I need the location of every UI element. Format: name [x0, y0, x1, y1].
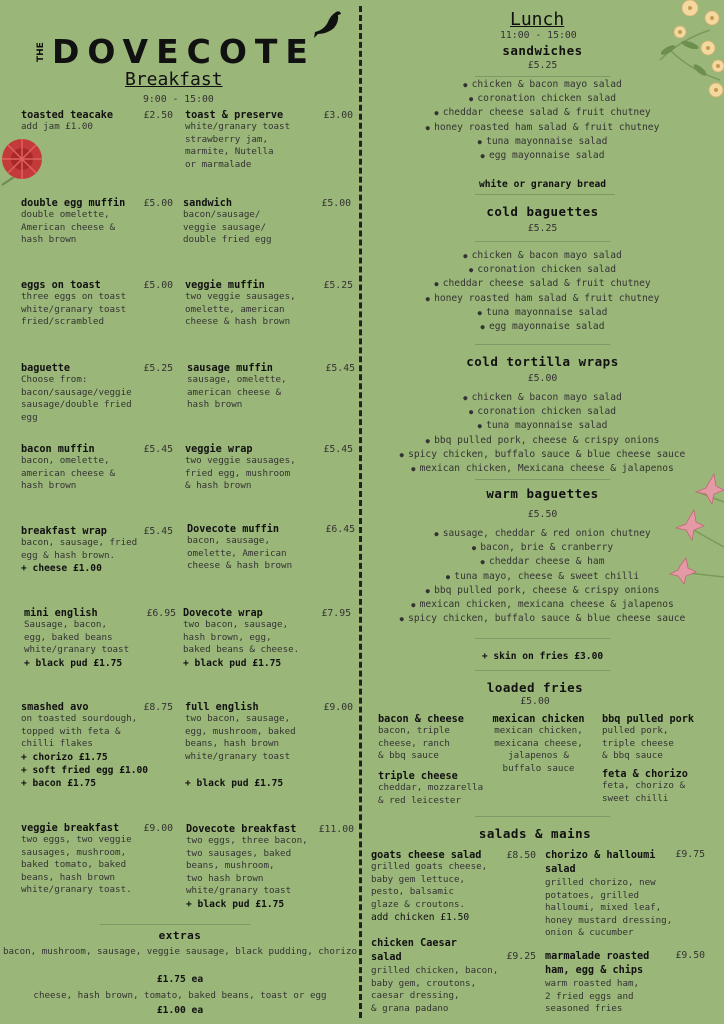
- list-item: ● chicken & bacon mayo salad: [365, 391, 720, 405]
- list-item: ● tuna mayo, cheese & sweet chilli: [365, 570, 720, 584]
- item-description: double omelette, American cheese & hash brown: [21, 209, 116, 246]
- salad-chicken-caesar: chicken Caesar salad £9.25 grilled chicken, bacon, baby gem, croutons, caesar dressing, & grana padano: [371, 938, 536, 1014]
- item-extra: + black pud £1.75: [183, 657, 282, 669]
- item-price: £5.45: [143, 526, 173, 537]
- item-name: baguette: [21, 363, 71, 374]
- item-price: £11.00: [318, 824, 354, 835]
- item-extra: + bacon £1.75: [21, 777, 97, 789]
- cold-baguettes-title: cold baguettes: [486, 204, 599, 219]
- item-price: £5.25: [323, 280, 353, 291]
- breakfast-item: [185, 280, 353, 329]
- breakfast-item: [21, 363, 173, 424]
- breakfast-item: [21, 526, 173, 575]
- list-item: ● spicy chicken, buffalo sauce & blue cheese sauce: [365, 612, 720, 626]
- item-name: smashed avo: [21, 702, 89, 713]
- item-price: £8.75: [143, 702, 173, 713]
- warm-baguettes-price: £5.50: [527, 509, 558, 520]
- item-price: £5.00: [143, 198, 173, 209]
- item-description: two bacon, sausage, egg, mushroom, baked beans, hash brown white/granary toast: [185, 713, 296, 762]
- breakfast-item: [185, 110, 353, 171]
- column-divider: [359, 6, 362, 1018]
- item-description: bacon/sausage/ veggie sausage/ double fried egg: [183, 209, 272, 246]
- item-description: two veggie sausages, omelette, american cheese & hash brown: [185, 291, 296, 328]
- item-name: sausage muffin: [187, 363, 273, 374]
- item-name: sandwich: [183, 198, 233, 209]
- item-name: Dovecote breakfast: [186, 824, 297, 835]
- item-name: double egg muffin: [21, 198, 126, 209]
- list-item: ● egg mayonnaise salad: [365, 149, 720, 163]
- item-price: £5.45: [323, 444, 353, 455]
- lunch-title: Lunch: [510, 9, 565, 30]
- fries-item-5: feta & chorizo feta, chorizo & sweet chilli: [602, 769, 688, 804]
- item-description: three eggs on toast white/granary toast fried/scrambled: [21, 291, 127, 328]
- extras-title: extras: [158, 929, 202, 942]
- breakfast-item: [187, 363, 355, 412]
- item-name: Dovecote wrap: [183, 608, 263, 619]
- item-extra: + black pud £1.75: [186, 898, 285, 910]
- item-extra: + black pud £1.75: [24, 657, 123, 669]
- item-price: £6.95: [146, 608, 176, 619]
- item-description: bacon, omelette, american cheese & hash brown: [21, 455, 116, 492]
- list-item: ● sausage, cheddar & red onion chutney: [365, 527, 720, 541]
- sandwiches-list: [365, 78, 720, 163]
- list-item: ● tuna mayonnaise salad: [365, 306, 720, 320]
- breakfast-item: [21, 444, 173, 493]
- lunch-hours: 11:00 - 15:00: [500, 30, 577, 41]
- item-description: bacon, sausage, omelette, American cheese & hash brown: [187, 535, 293, 572]
- brand-the: THE: [36, 42, 46, 62]
- item-description: two veggie sausages, fried egg, mushroom & hash brown: [185, 455, 296, 492]
- loaded-fries-price: £5.00: [520, 696, 550, 707]
- item-price: £6.45: [325, 524, 355, 535]
- list-item: ● cheddar cheese salad & fruit chutney: [365, 277, 720, 291]
- item-description: on toasted sourdough, topped with feta & chilli flakes: [21, 713, 138, 750]
- item-price: £9.00: [143, 823, 173, 834]
- item-name: breakfast wrap: [21, 526, 107, 537]
- breakfast-item: [21, 110, 173, 134]
- item-name: bacon muffin: [21, 444, 95, 455]
- red-flower-icon: [0, 125, 50, 195]
- fries-item-2: mexican chicken mexican chicken, mexicana cheese, jalapenos & buffalo sauce: [492, 714, 585, 774]
- item-description: two eggs, three bacon, two sausages, baked beans, mushroom, two hash brown white/granary toast: [186, 835, 308, 897]
- salads-title: salads & mains: [478, 826, 592, 841]
- list-item: ● bbq pulled pork, cheese & crispy onions: [365, 434, 720, 448]
- brand-logo: DOVECOTE: [52, 32, 316, 71]
- list-item: ● coronation chicken salad: [365, 405, 720, 419]
- item-name: veggie wrap: [185, 444, 253, 455]
- item-extra: + chorizo £1.75: [21, 751, 108, 763]
- list-item: ● mexican chicken, Mexicana cheese & jalapenos: [365, 462, 720, 476]
- warm-baguettes-list: [365, 527, 720, 626]
- breakfast-item: [185, 702, 353, 790]
- item-name: veggie muffin: [185, 280, 265, 291]
- extras-line-2: cheese, hash brown, tomato, baked beans, toast or egg: [33, 990, 327, 1001]
- item-extra: + cheese £1.00: [21, 563, 102, 575]
- fries-item-1: bacon & cheese bacon, triple cheese, ranch & bbq sauce: [378, 714, 464, 762]
- item-name: veggie breakfast: [21, 823, 120, 834]
- item-description: two eggs, two veggie sausages, mushroom, baked tomato, baked beans, hash brown white/granary toast.: [21, 834, 132, 896]
- list-item: ● tuna mayonnaise salad: [365, 419, 720, 433]
- item-price: £9.00: [323, 702, 353, 713]
- list-item: ● bbq pulled pork, cheese & crispy onions: [365, 584, 720, 598]
- breakfast-hours: 9:00 - 15:00: [143, 94, 214, 105]
- extras-price-1: £1.75 ea: [156, 974, 204, 985]
- item-description: bacon, sausage, fried egg & hash brown.: [21, 537, 138, 561]
- item-price: £5.45: [325, 363, 355, 374]
- cold-baguettes-list: [365, 249, 720, 334]
- fries-addon-note: + skin on fries £3.00: [481, 651, 604, 662]
- list-item: ● cheddar cheese & ham: [365, 555, 720, 569]
- sandwiches-note: white or granary bread: [478, 179, 607, 190]
- item-price: £5.00: [143, 280, 173, 291]
- breakfast-item: [185, 444, 353, 493]
- item-extra: + black pud £1.75: [185, 778, 284, 790]
- main-marmalade-ham: marmalade roasted ham, egg & chips £9.50 warm roasted ham, 2 fried eggs and seasoned fries: [545, 950, 705, 1015]
- item-price: £3.00: [323, 110, 353, 121]
- wraps-title: cold tortilla wraps: [466, 354, 619, 369]
- list-item: ● spicy chicken, buffalo sauce & blue cheese sauce: [365, 448, 720, 462]
- breakfast-item: [21, 702, 173, 790]
- loaded-fries-title: loaded fries: [486, 680, 584, 695]
- item-name: toasted teacake: [21, 110, 114, 121]
- list-item: ● egg mayonnaise salad: [365, 320, 720, 334]
- item-name: mini english: [24, 608, 98, 619]
- sandwiches-title: sandwiches: [502, 43, 583, 58]
- list-item: ● cheddar cheese salad & fruit chutney: [365, 106, 720, 120]
- item-price: £5.45: [143, 444, 173, 455]
- extras-line-1: bacon, mushroom, sausage, veggie sausage, black pudding, chorizo: [2, 946, 357, 957]
- item-description: white/granary toast strawberry jam, marmite, Nutella or marmalade: [185, 121, 291, 170]
- item-extra: + soft fried egg £1.00: [21, 764, 149, 776]
- item-price: £7.95: [321, 608, 351, 619]
- item-description: two bacon, sausage, hash brown, egg, baked beans & cheese.: [183, 619, 300, 656]
- breakfast-item: [183, 198, 351, 247]
- wraps-price: £5.00: [527, 373, 558, 384]
- list-item: ● chicken & bacon mayo salad: [365, 78, 720, 92]
- list-item: ● tuna mayonnaise salad: [365, 135, 720, 149]
- breakfast-item: [21, 823, 173, 897]
- item-description: Sausage, bacon, egg, baked beans white/granary toast: [24, 619, 130, 656]
- list-item: ● bacon, brie & cranberry: [365, 541, 720, 555]
- extras-price-2: £1.00 ea: [156, 1005, 204, 1016]
- breakfast-item: [21, 280, 173, 329]
- wraps-list: [365, 391, 720, 476]
- fries-item-3: bbq pulled pork pulled pork, triple cheese & bbq sauce: [602, 714, 695, 762]
- item-price: £2.50: [143, 110, 173, 121]
- breakfast-item: [187, 524, 355, 573]
- list-item: ● coronation chicken salad: [365, 263, 720, 277]
- item-name: Dovecote muffin: [187, 524, 280, 535]
- item-name: toast & preserve: [185, 110, 284, 121]
- warm-baguettes-title: warm baguettes: [486, 486, 599, 501]
- list-item: ● honey roasted ham salad & fruit chutney: [365, 121, 720, 135]
- item-description: sausage, omelette, american cheese & hash brown: [187, 374, 287, 411]
- sandwiches-price: £5.25: [527, 60, 558, 71]
- dove-icon: [312, 8, 342, 38]
- breakfast-item: [186, 824, 354, 911]
- item-price: £5.25: [143, 363, 173, 374]
- item-description: Choose from: bacon/sausage/veggie sausage/double fried egg: [21, 374, 132, 423]
- item-description: add jam £1.00: [21, 121, 93, 132]
- list-item: ● coronation chicken salad: [365, 92, 720, 106]
- breakfast-item: [21, 198, 173, 247]
- list-item: ● chicken & bacon mayo salad: [365, 249, 720, 263]
- salad-chorizo-halloumi: chorizo & halloumi salad £9.75 grilled chorizo, new potatoes, grilled halloumi, mixed leaf, honey mustard dressing, onion & cucumber: [545, 849, 705, 939]
- cold-baguettes-price: £5.25: [527, 223, 558, 234]
- list-item: ● mexican chicken, mexicana cheese & jalapenos: [365, 598, 720, 612]
- item-price: £5.00: [321, 198, 351, 209]
- list-item: ● honey roasted ham salad & fruit chutney: [365, 292, 720, 306]
- breakfast-title: Breakfast: [125, 69, 223, 90]
- breakfast-item: [183, 608, 351, 670]
- salad-goats-cheese: goats cheese salad £8.50 grilled goats cheese, baby gem lettuce, pesto, balsamic glaze & croutons. add chicken £1.50: [371, 850, 536, 924]
- breakfast-item: [24, 608, 176, 670]
- item-name: eggs on toast: [21, 280, 101, 291]
- fries-item-4: triple cheese cheddar, mozzarella & red leicester: [378, 771, 484, 806]
- item-name: full english: [185, 702, 259, 713]
